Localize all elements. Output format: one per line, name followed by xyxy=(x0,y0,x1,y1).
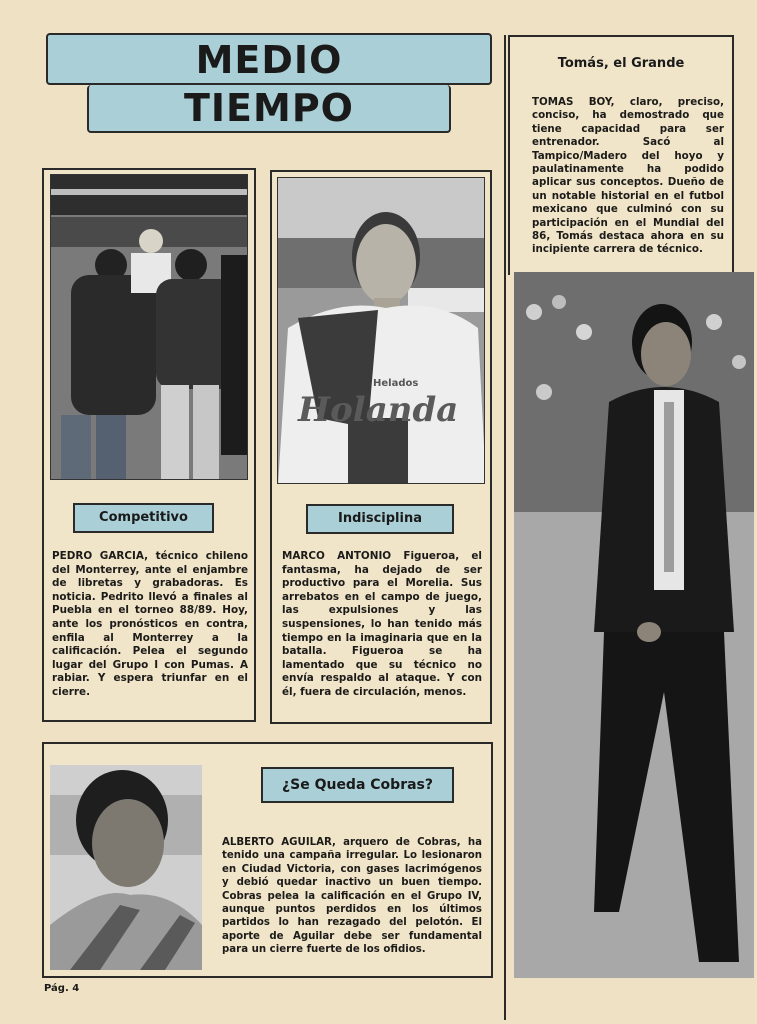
name-marco-antonio: MARCO ANTONIO xyxy=(282,550,392,562)
label-competitivo-text: Competitivo xyxy=(99,510,188,525)
text-tomas xyxy=(532,96,724,256)
name-alberto-aguilar: ALBERTO AGUILAR, xyxy=(222,837,336,848)
jersey-sponsor: Holanda xyxy=(298,390,459,430)
press-crowd-illustration xyxy=(51,175,248,480)
photo-tomas-boy xyxy=(514,272,754,978)
figueroa-illustration xyxy=(278,178,485,484)
photo-figueroa xyxy=(277,177,485,484)
name-pedro-garcia: PEDRO GARCIA, xyxy=(52,550,149,562)
name-tomas-boy: TOMAS BOY, xyxy=(532,96,615,108)
page-title-line2: TIEMPO xyxy=(184,86,354,130)
label-cobras xyxy=(261,767,454,803)
tomas-boy-illustration xyxy=(514,272,754,978)
page-number: Pág. 4 xyxy=(44,983,80,994)
jersey-sponsor-small: Helados xyxy=(373,378,419,389)
label-cobras-text: ¿Se Queda Cobras? xyxy=(282,777,433,793)
photo-aguilar xyxy=(50,765,202,970)
body-competitivo: técnico chileno del Monterrey, ante el enjambre de libretas y grabadoras. Es noticia. Pedrito llevó a finales al Puebla en el torneo 88/89. Hoy, ante los pronósticos en contra, enfila al Monterrey a la calificación. Pelea el segundo lugar del Grupo I con Pumas. A rabiar. Y espera triunfar en el cierre. xyxy=(52,550,248,698)
label-indisciplina xyxy=(306,504,454,534)
body-tomas: claro, preciso, conciso, ha demostrado que tiene capacidad para ser entrenador. Sacó al Tampico/Madero del hoyo y paulatinamente ha podido aplicar sus conceptos. Dueño de un notable historial en el futbol mexicano que culminó con su participación en el Mundial del 86, Tomás destaca ahora en su incipiente carrera de técnico. xyxy=(532,96,724,256)
title-banner-bottom xyxy=(87,85,451,133)
label-indisciplina-text: Indisciplina xyxy=(338,511,422,526)
label-competitivo xyxy=(73,503,214,533)
text-cobras xyxy=(222,836,482,972)
text-competitivo xyxy=(52,550,248,710)
body-indisciplina: Figueroa, el fantasma, ha dejado de ser productivo para el Morelia. Sus arrebatos en el campo de juego, las expulsiones y las suspensiones, lo han tenido más tiempo en la imaginaria que en la batalla. Figueroa se ha lamentado que su técnico no envía respaldo al ataque. Y con él, fuera de circulación, menos. xyxy=(282,550,482,698)
photo-press-crowd xyxy=(50,174,248,480)
body-cobras: arquero de Cobras, ha tenido una campaña irregular. Lo lesionaron en Ciudad Victoria, con gases lacrimógenos y debió quedar inactivo un buen tiempo. Cobras pelea la calificación en el Grupo IV, aunque puntos perdidos en los últimos partidos lo han rezagado del pelotón. El aporte de Aguilar debe ser fundamental para un cierre fuerte de los ofidios. xyxy=(222,837,482,956)
aguilar-illustration xyxy=(50,765,202,970)
title-tomas: Tomás, el Grande xyxy=(557,56,685,71)
column-rule xyxy=(504,35,506,1020)
page-title-line1: MEDIO xyxy=(195,38,343,82)
title-banner-top xyxy=(46,33,492,85)
text-indisciplina xyxy=(282,550,482,716)
